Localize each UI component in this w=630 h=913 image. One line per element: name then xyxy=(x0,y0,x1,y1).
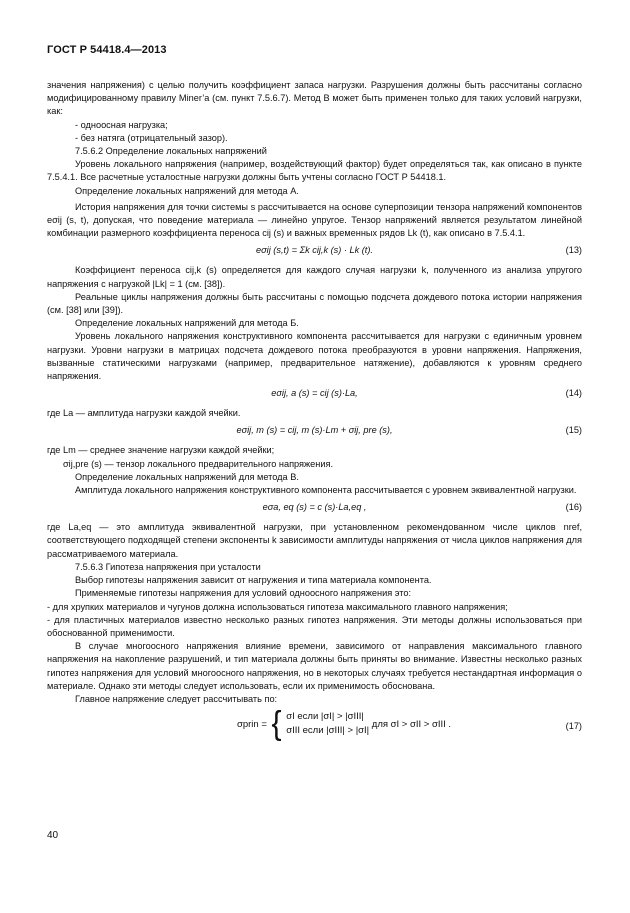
formula-lhs: σprin = xyxy=(237,718,267,730)
formula-case: σIII если |σIII| > |σI| xyxy=(286,725,370,737)
document-header: ГОСТ Р 54418.4—2013 xyxy=(47,44,167,56)
formula-expression: eσij, m (s) = cij, m (s)·Lm + σij, pre (s), xyxy=(236,425,393,436)
document-body xyxy=(47,79,582,748)
formula-case: σI если |σI| > |σIII| xyxy=(286,711,364,723)
page-number: 40 xyxy=(47,830,59,841)
formula-expression: eσij, a (s) = cij (s)·La, xyxy=(271,388,358,399)
paragraph: где La — амплитуда нагрузки каждой ячейки. xyxy=(47,408,241,419)
paragraph: σij,pre (s) — тензор локального предварительного напряжения. xyxy=(63,458,334,469)
paragraph: Реальные циклы напряжения должны быть рассчитаны с помощью подсчета дождевого потока истории напряжения (см. [38] или [39]). xyxy=(47,291,582,316)
paragraph: Амплитуда локального напряжения конструктивного компонента рассчитывается с уровнем эквивалентной нагрузки. xyxy=(75,485,577,496)
subheading: Определение локальных напряжений для метода В. xyxy=(75,471,299,482)
paragraph: где Lm — среднее значение нагрузки каждой ячейки; xyxy=(47,445,275,456)
formula-condition: для σI > σII > σIII . xyxy=(371,718,452,730)
paragraph: Коэффициент переноса cij,k (s) определяется для каждого случая нагрузки k, полученного из анализа упругого напряжения с нагрузкой |Lk| = 1 (см. [38]). xyxy=(47,265,582,289)
formula-number: (15) xyxy=(565,425,582,436)
section-heading: 7.5.6.3 Гипотеза напряжения при усталости xyxy=(75,561,261,572)
brace-icon: { xyxy=(271,705,282,742)
formula-expression: eσa, eq (s) = c (s)·La,eq , xyxy=(262,502,367,513)
formula-expression xyxy=(237,705,452,742)
formula-expression: eσij (s,t) = Σk cij,k (s) · Lk (t). xyxy=(256,245,373,256)
formula-number: (13) xyxy=(565,245,582,256)
formula-number: (16) xyxy=(565,502,582,513)
list-item: - для хрупких материалов и чугунов должна использоваться гипотеза максимального главного напряжения; xyxy=(47,601,508,612)
paragraph: Уровень локального напряжения конструктивного компонента рассчитывается для нагрузки с единичным уровнем нагрузки. Уровни нагрузки в матрицах подсчета дождевого потока преобразуются в уровни напряжения. Напряжения, вызванные статическими нагрузками (например, предварительное натяжение), добавляются к уровням среднего напряжения. xyxy=(47,331,582,382)
formula-number: (17) xyxy=(565,721,582,732)
subheading: Определение локальных напряжений для метода Б. xyxy=(75,318,299,329)
list-item: - без натяга (отрицательный зазор). xyxy=(75,132,228,143)
formula-15 xyxy=(47,421,582,443)
paragraph: где La,eq — это амплитуда эквивалентной нагрузки, при установленном рекомендованном числе циклов nref, соответствующего подходящей степени экспоненты k зависимости амплитуды напряжения от числа циклов напряжения для рассматриваемого материала. xyxy=(47,522,582,559)
section-heading: 7.5.6.2 Определение локальных напряжений xyxy=(75,146,267,157)
paragraph: История напряжения для точки системы s рассчитывается на основе суперпозиции тензора напряжений компонентов eσij (s, t), допуская, что поведение материала — линейно упругое. Тензор напряжений является результатом линейной комбинации размерного коэффициента переноса cij (s) и важных временных рядов Lk (t), как описано в 7.5.4.1. xyxy=(47,201,582,239)
paragraph: Уровень локального напряжения (например, воздействующий фактор) будет определяться так, как описано в пункте 7.5.4.1. Все расчетные усталостные нагрузки должны быть учтены согласно ГОСТ Р 54418.1. xyxy=(47,159,582,183)
formula-16 xyxy=(47,498,582,520)
formula-cases xyxy=(286,710,369,738)
paragraph: значения напряжения) с целью получить коэффициент запаса нагрузки. Разрушения должны быть рассчитаны согласно модифицированному правилу Miner’a (см. пункт 7.5.6.7). Метод В может быть применен только для таких условий нагрузки, как: xyxy=(47,80,582,117)
list-item: - для пластичных материалов известно несколько разных гипотез напряжения. Эти методы должны использоваться при обоснованной применимости. xyxy=(47,614,582,638)
subheading: Определение локальных напряжений для метода А. xyxy=(75,185,299,196)
paragraph: Выбор гипотезы напряжения зависит от нагружения и типа материала компонента. xyxy=(75,575,432,586)
formula-13 xyxy=(47,241,582,263)
formula-number: (14) xyxy=(565,388,582,399)
paragraph: Применяемые гипотезы напряжения для условий одноосного напряжения это: xyxy=(75,588,412,599)
formula-17 xyxy=(47,707,582,747)
paragraph: В случае многоосного напряжения влияние времени, зависимого от направления максимального главного напряжения на накопление разрушений, и тип материала должны быть приняты во внимание. Известны несколько разных гипотез напряжения для условий многоосного напряжения, но в некоторых случаях требуется нестандартная информация о материале. Однако эти методы следует использовать, если их применимость обоснована. xyxy=(47,641,582,691)
paragraph: Главное напряжение следует рассчитывать по: xyxy=(75,693,278,704)
list-item: - одноосная нагрузка; xyxy=(75,119,168,130)
formula-14 xyxy=(47,384,582,406)
